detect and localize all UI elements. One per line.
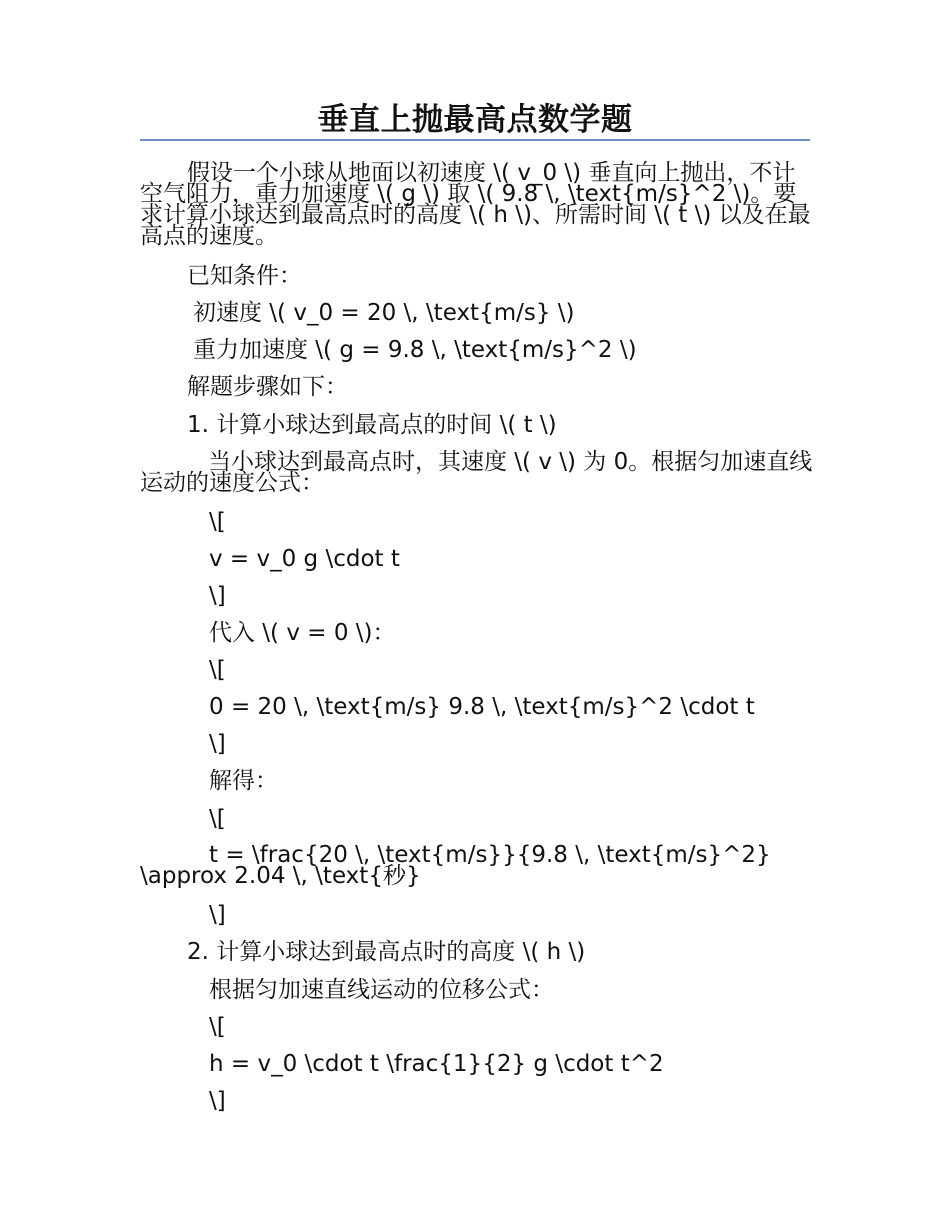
step1-explanation: 当小球达到最高点时，其速度 \( v \) 为 0。根据匀加速直线运动的速度公式：	[140, 449, 813, 496]
intro-paragraph: 假设一个小球从地面以初速度 \( v_0 \) 垂直向上抛出，不计空气阻力，重力加速度 \( g \) 取 \( 9.8 \, \text{m/s}^2 \)。要求计算小球达到最高点时的高度 \( h \)、所需时间 \( t \) 以及在最高点的速度。	[140, 160, 811, 249]
step2-display-close-1: \]	[209, 1088, 226, 1114]
known-item-initial-velocity: 初速度 \( v_0 = 20 \, \text{m/s} \)	[193, 300, 575, 326]
step1-substitute: 代入 \( v = 0 \)：	[209, 620, 396, 646]
step2-explanation: 根据匀加速直线运动的位移公式：	[209, 977, 554, 1003]
step1-heading: 1. 计算小球达到最高点的时间 \( t \)	[187, 412, 557, 438]
title-underline	[140, 139, 810, 141]
step1-display-open-3: \[	[209, 806, 226, 832]
steps-heading: 解题步骤如下：	[187, 374, 348, 400]
step2-display-open-1: \[	[209, 1014, 226, 1040]
step1-solve: 解得：	[209, 768, 278, 794]
step1-display-open-1: \[	[209, 509, 226, 535]
step2-formula-displacement: h = v_0 \cdot t \frac{1}{2} g \cdot t^2	[209, 1051, 664, 1077]
step1-formula-result: t = \frac{20 \, \text{m/s}}{9.8 \, \text{m/s}^2} \approx 2.04 \, \text{秒}	[140, 842, 771, 889]
step2-heading: 2. 计算小球达到最高点时的高度 \( h \)	[187, 939, 586, 965]
step1-display-open-2: \[	[209, 657, 226, 683]
page-title: 垂直上抛最高点数学题	[317, 102, 633, 138]
step1-display-close-1: \]	[209, 583, 226, 609]
step1-formula-velocity: v = v_0 g \cdot t	[209, 546, 400, 572]
step1-display-close-2: \]	[209, 731, 226, 757]
step1-formula-substituted: 0 = 20 \, \text{m/s} 9.8 \, \text{m/s}^2 \cdot t	[209, 694, 755, 720]
known-conditions-heading: 已知条件：	[187, 263, 302, 289]
step1-display-close-3: \]	[209, 902, 226, 928]
known-item-gravity: 重力加速度 \( g = 9.8 \, \text{m/s}^2 \)	[193, 337, 637, 363]
